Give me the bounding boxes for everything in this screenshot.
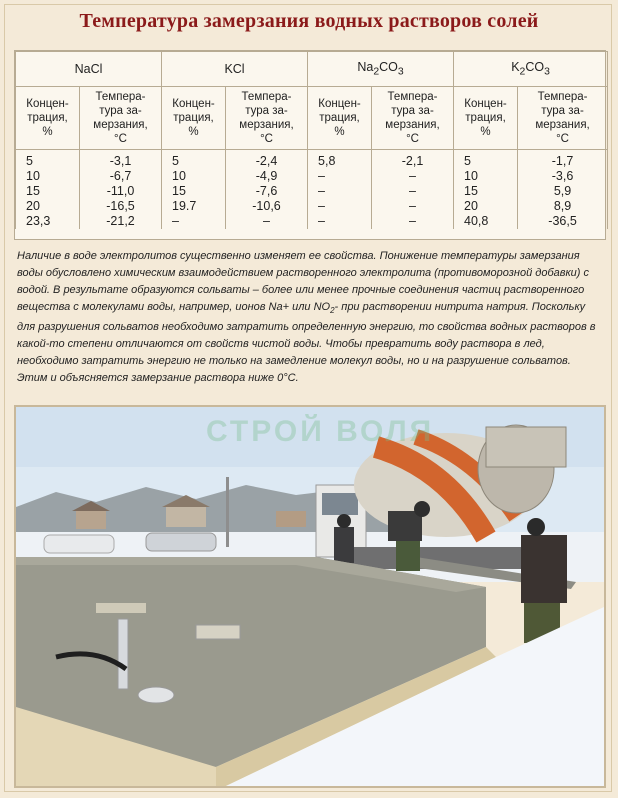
table-cell: 15 <box>454 184 518 199</box>
table-cell: -21,2 <box>80 214 162 229</box>
table-cell: 10 <box>162 169 226 184</box>
table-cell: – <box>372 169 454 184</box>
col-concentration-0: Концен- трация, % <box>16 87 80 150</box>
table-cell: 19.7 <box>162 199 226 214</box>
table-row <box>16 199 608 214</box>
table-cell: 5 <box>162 150 226 170</box>
table-cell: -4,9 <box>226 169 308 184</box>
table-cell: 5,8 <box>308 150 372 170</box>
table-cell: 8,9 <box>518 199 608 214</box>
table-cell: – <box>308 184 372 199</box>
table-cell: -2,4 <box>226 150 308 170</box>
table-cell: 5,9 <box>518 184 608 199</box>
table-row <box>16 150 608 170</box>
table-cell: 15 <box>16 184 80 199</box>
table-cell: -3,6 <box>518 169 608 184</box>
table-cell: – <box>308 214 372 229</box>
table-cell: – <box>372 214 454 229</box>
salt-header-nacl: NaCl <box>16 52 162 87</box>
salt-header-kcl: KCl <box>162 52 308 87</box>
table-cell: -11,0 <box>80 184 162 199</box>
table-cell: -2,1 <box>372 150 454 170</box>
pipe-outlet <box>118 619 128 689</box>
table-cell: 5 <box>454 150 518 170</box>
table-cell: 5 <box>16 150 80 170</box>
col-concentration-3: Концен- трация, % <box>454 87 518 150</box>
table-cell: 20 <box>16 199 80 214</box>
table-cell: – <box>162 214 226 229</box>
col-concentration-2: Концен- трация, % <box>308 87 372 150</box>
construction-photo <box>14 405 606 788</box>
freezing-table <box>14 50 606 240</box>
table-cell: – <box>226 214 308 229</box>
table-row <box>16 184 608 199</box>
table-cell: 10 <box>454 169 518 184</box>
col-concentration-1: Концен- трация, % <box>162 87 226 150</box>
table-cell: -36,5 <box>518 214 608 229</box>
table-row <box>16 169 608 184</box>
worker-center <box>388 511 422 541</box>
table-cell: -7,6 <box>226 184 308 199</box>
table-cell: 20 <box>454 199 518 214</box>
car-silver <box>146 533 216 551</box>
car-white <box>44 535 114 553</box>
table-cell: 10 <box>16 169 80 184</box>
worker-right <box>521 535 567 603</box>
table-row <box>16 214 608 229</box>
description-paragraph: Наличие в воде электролитов существенно изменяет ее свойства. Понижение температуры замерзания воды обусловлено химическим взаимодействием растворенного электролита (противоморозной добавки) с водой. В результате образуются сольваты – более или менее прочные соединения частиц растворенного вещества с молекулами воды, например, ионов Na+ или $NO_2-$ при растворении нитрита натрия. Поскольку для разрушения сольватов необходимо затратить определенную энергию, то свойства водных растворов в какой-то степени отличаются от свойств чистой воды. Чтобы превратить воду раствора в лед, необходимо затратить энергию не только на замедление молекул воды, но и на разрушение сольватов. Этим и объясняется замерзание раствора ниже 0°С. <box>17 250 596 385</box>
worker-left <box>334 527 354 563</box>
table-cell: -10,6 <box>226 199 308 214</box>
photo-illustration <box>16 407 604 786</box>
table-cell: – <box>308 199 372 214</box>
table-cell: -16,5 <box>80 199 162 214</box>
table-cell: -6,7 <box>80 169 162 184</box>
salt-header-k2co3: $K_2CO_3$ <box>454 52 608 87</box>
watermark-text: СТРОЙ ВОЛЯ <box>206 415 435 448</box>
salt-header-na2co3: $Na_2CO_3$ <box>308 52 454 87</box>
page-title: Температура замерзания водных растворов солей <box>79 10 539 32</box>
table-cell: 23,3 <box>16 214 80 229</box>
table-cell: -1,7 <box>518 150 608 170</box>
col-temperature-3: Темпера- тура за- мерзания, °С <box>518 87 608 150</box>
table-cell: 40,8 <box>454 214 518 229</box>
table-cell: – <box>308 169 372 184</box>
table-cell: -3,1 <box>80 150 162 170</box>
col-temperature-2: Темпера- тура за- мерзания, °С <box>372 87 454 150</box>
col-temperature-1: Темпера- тура за- мерзания, °С <box>226 87 308 150</box>
table-cell: 15 <box>162 184 226 199</box>
col-temperature-0: Темпера- тура за- мерзания, °С <box>80 87 162 150</box>
table-cell: – <box>372 199 454 214</box>
table-cell: – <box>372 184 454 199</box>
